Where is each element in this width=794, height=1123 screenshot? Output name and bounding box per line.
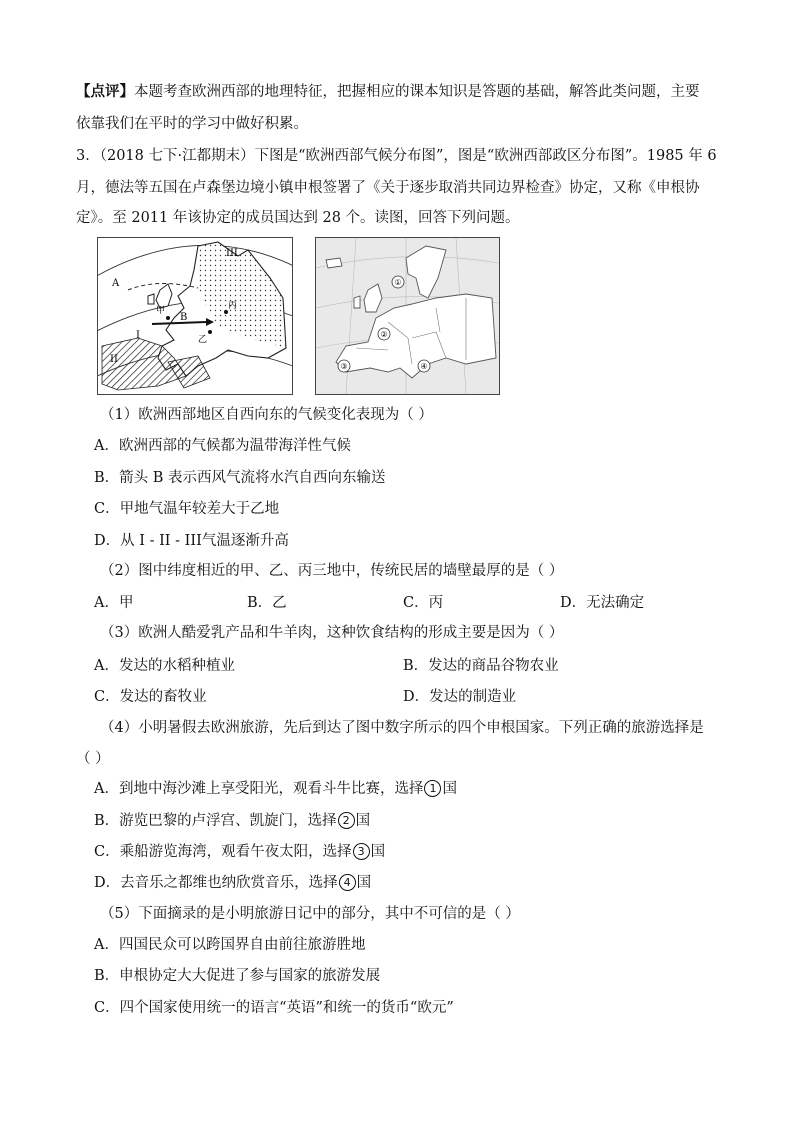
sub3-option-c: C．发达的畜牧业 [94, 689, 207, 705]
sub2-option-a: A．甲 [94, 595, 134, 611]
q3-line-1: 3．（2018 七下·江都期末）下图是“欧洲西部气候分布图”，图是“欧洲西部政区分布图”。1985 年 6 [76, 148, 717, 164]
climate-map [97, 237, 293, 395]
label-1: ① [394, 278, 402, 287]
label-2: ② [380, 330, 388, 339]
label-bing: 丙 [228, 301, 238, 311]
sub1-option-c: C．甲地气温年较差大于乙地 [94, 501, 280, 517]
q3-line-2: 月，德法等五国在卢森堡边境小镇申根签署了《关于逐步取消共同边界检查》协定，又称《申根协 [76, 180, 700, 196]
label-III: III [226, 248, 238, 259]
sub3-option-d: D．发达的制造业 [403, 689, 517, 705]
label-II: II [110, 354, 118, 365]
label-3: ③ [340, 362, 348, 371]
sub4-option-b: B．游览巴黎的卢浮宫、凯旋门，选择 2 国 [94, 813, 371, 829]
sub4-option-a: A．到地中海沙滩上享受阳光，观看斗牛比赛，选择 1 国 [94, 781, 457, 797]
sub2-option-d: D．无法确定 [560, 595, 645, 611]
sub1-option-b: B．箭头 B 表示西风气流将水汽自西向东输送 [94, 470, 386, 486]
circled-number-4: 4 [339, 874, 356, 891]
sub1-stem: （1）欧洲西部地区自西向东的气候变化表现为（ ） [100, 407, 433, 423]
comment-label: 【点评】 [76, 83, 134, 100]
sub3-stem: （3）欧洲人酷爱乳产品和牛羊肉，这种饮食结构的形成主要是因为（ ） [100, 625, 564, 641]
comment-line-1: 【点评】本题考查欧洲西部的地理特征，把握相应的课本知识是答题的基础，解答此类问题，主要 [76, 83, 700, 100]
sub4-option-c: C．乘船游览海湾，观看午夜太阳，选择 3 国 [94, 844, 386, 860]
political-map [315, 237, 500, 395]
circled-number-3: 3 [353, 843, 370, 860]
comment-line-2: 依靠我们在平时的学习中做好积累。 [76, 116, 308, 132]
sub3-option-b: B．发达的商品谷物农业 [403, 658, 559, 674]
label-A: A [112, 278, 120, 289]
circled-number-1: 1 [424, 780, 441, 797]
label-B: B [180, 312, 188, 323]
sub2-stem: （2）图中纬度相近的甲、乙、丙三地中，传统民居的墙壁最厚的是（ ） [100, 563, 564, 579]
sub2-option-b: B．乙 [247, 595, 287, 611]
sub5-option-a: A．四国民众可以跨国界自由前往旅游胜地 [94, 937, 366, 953]
sub4-stem: （4）小明暑假去欧洲旅游，先后到达了图中数字所示的四个申根国家。下列正确的旅游选择是 [100, 720, 704, 736]
sub1-option-d: D．从 I - II - III气温逐渐升高 [94, 533, 289, 549]
label-4: ④ [420, 362, 428, 371]
sub3-option-a: A．发达的水稻种植业 [94, 658, 235, 674]
sub2-option-c: C．丙 [403, 595, 444, 611]
sub5-option-c: C．四个国家使用统一的语言“英语”和统一的货币“欧元” [94, 1000, 454, 1016]
sub5-option-b: B．申根协定大大促进了参与国家的旅游发展 [94, 968, 381, 984]
sub5-stem: （5）下面摘录的是小明旅游日记中的部分，其中不可信的是（ ） [100, 906, 520, 922]
sub1-option-a: A．欧洲西部的气候都为温带海洋性气候 [94, 438, 351, 454]
label-jia: 甲 [156, 306, 166, 316]
label-yi: 乙 [198, 335, 208, 345]
q3-line-3: 定》。至 2011 年该协定的成员国达到 28 个。读图，回答下列问题。 [76, 210, 520, 226]
sub4-blank: （ ） [76, 751, 110, 767]
sub4-option-d: D．去音乐之都维也纳欣赏音乐，选择 4 国 [94, 875, 372, 891]
label-I: I [136, 330, 140, 341]
circled-number-2: 2 [338, 812, 355, 829]
